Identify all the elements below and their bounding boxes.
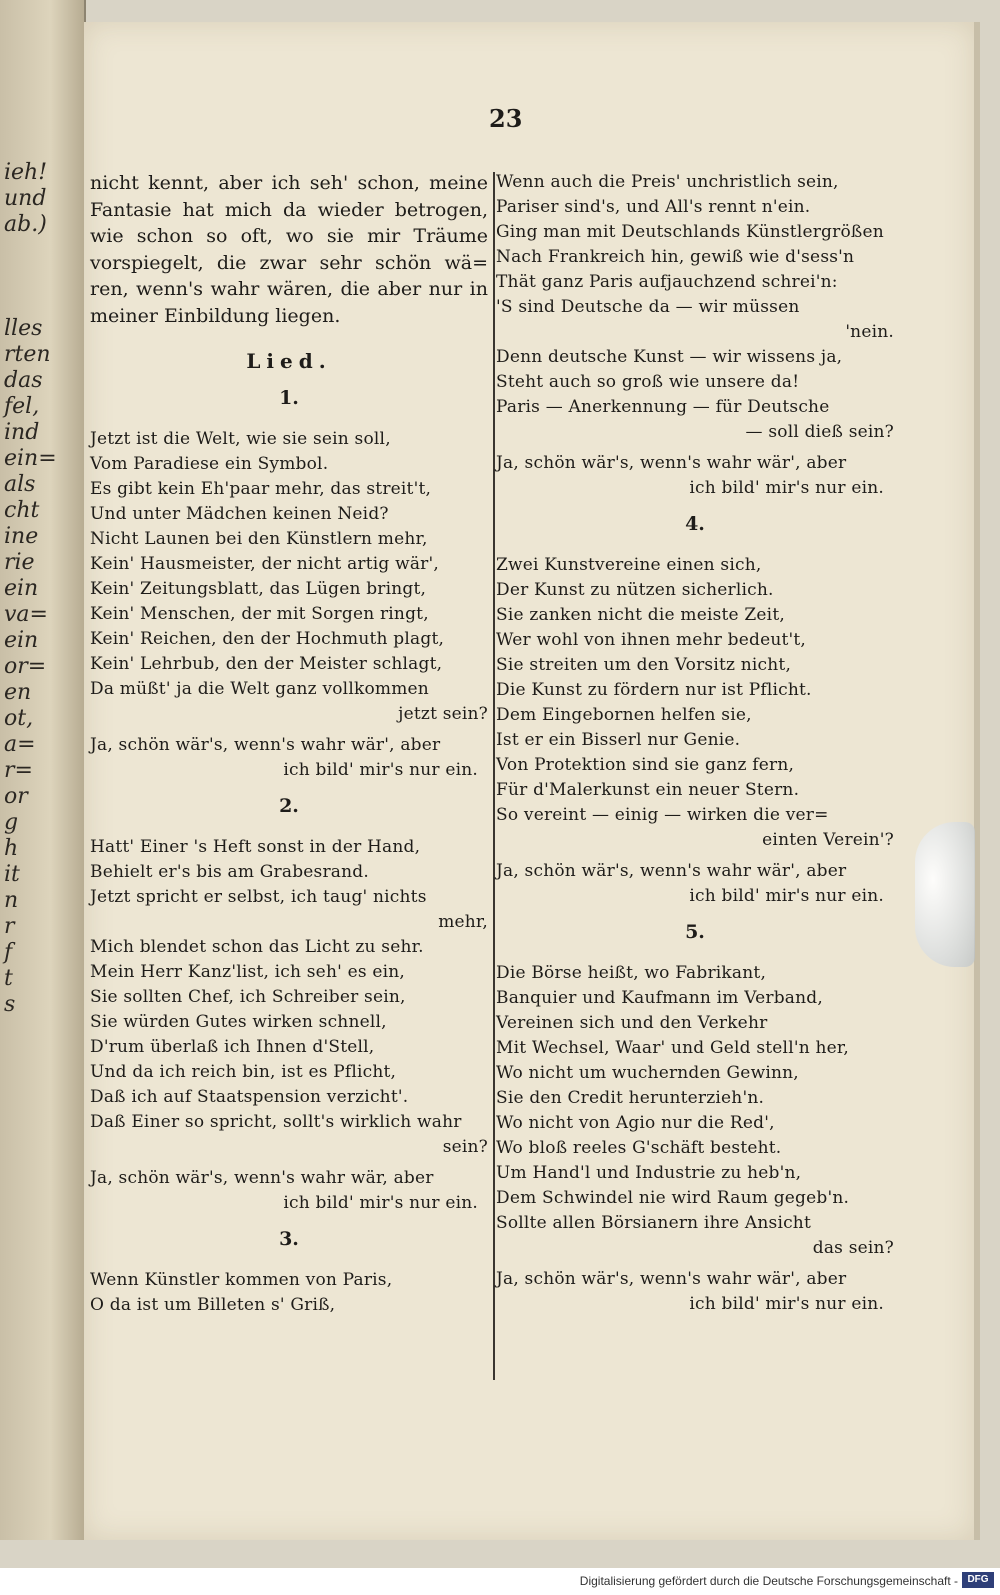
edge-text-fragment: cht bbox=[4, 498, 40, 523]
verse-line: Wenn auch die Preis' unchristlich sein, bbox=[496, 172, 839, 192]
verse-line: Wer wohl von ihnen mehr bedeut't, bbox=[496, 630, 807, 650]
edge-text-fragment: va= bbox=[4, 602, 48, 627]
stanza bbox=[496, 170, 894, 445]
right-column bbox=[496, 170, 894, 1317]
verse-line: Nach Frankreich hin, gewiß wie d'sess'n bbox=[496, 247, 855, 267]
verse-line: Daß Einer so spricht, sollt's wirklich wahr bbox=[90, 1112, 462, 1132]
edge-text-fragment: s bbox=[4, 992, 16, 1017]
verse-line: O da ist um Billeten s' Griß, bbox=[90, 1295, 336, 1315]
edge-text-fragment: it bbox=[4, 862, 20, 887]
verse-line: 'nein. bbox=[845, 322, 894, 342]
refrain-line: Ja, schön wär's, wenn's wahr wär', aber bbox=[496, 453, 847, 473]
left-column bbox=[90, 170, 488, 1318]
refrain bbox=[90, 1166, 488, 1216]
verse-line: Mit Wechsel, Waar' und Geld stell'n her, bbox=[496, 1038, 849, 1058]
verse-line: Die Börse heißt, wo Fabrikant, bbox=[496, 963, 767, 983]
edge-text-fragment: a= bbox=[4, 732, 36, 757]
edge-text-fragment: or= bbox=[4, 654, 47, 679]
edge-text-fragment: und bbox=[4, 186, 47, 211]
verse-line: Steht auch so groß wie unsere da! bbox=[496, 372, 800, 392]
funding-credit: Digitalisierung gefördert durch die Deutsche Forschungsgemeinschaft - bbox=[579, 1574, 958, 1588]
verse-line: D'rum überlaß ich Ihnen d'Stell, bbox=[90, 1037, 375, 1057]
verse-line: So vereint — einig — wirken die ver= bbox=[496, 805, 829, 825]
edge-text-fragment: das bbox=[4, 368, 43, 393]
verse-line: Sollte allen Börsianern ihre Ansicht bbox=[496, 1213, 811, 1233]
edge-text-fragment: r= bbox=[4, 758, 33, 783]
verse-line: Da müßt' ja die Welt ganz vollkommen bbox=[90, 679, 429, 699]
verse-line: Dem Eingebornen helfen sie, bbox=[496, 705, 752, 725]
refrain-line: ich bild' mir's nur ein. bbox=[689, 1294, 884, 1314]
page-number: 23 bbox=[489, 104, 523, 133]
edge-text-fragment: ieh! bbox=[4, 160, 48, 185]
verse-line: sein? bbox=[442, 1137, 488, 1157]
edge-text-fragment: ot, bbox=[4, 706, 34, 731]
edge-text-fragment: ind bbox=[4, 420, 40, 445]
edge-text-fragment: rie bbox=[4, 550, 35, 575]
verse-line: Pariser sind's, und All's rennt n'ein. bbox=[496, 197, 811, 217]
stanza bbox=[90, 427, 488, 727]
verse-line: Und da ich reich bin, ist es Pflicht, bbox=[90, 1062, 397, 1082]
edge-text-fragment: als bbox=[4, 472, 36, 497]
stanza-number: 3. bbox=[279, 1228, 299, 1250]
edge-text-fragment: or bbox=[4, 784, 28, 809]
book-page bbox=[84, 22, 980, 1540]
verse-line: einten Verein'? bbox=[762, 830, 894, 850]
refrain bbox=[496, 451, 894, 501]
verse-line: Behielt er's bis am Grabesrand. bbox=[90, 862, 369, 882]
edge-text-fragment: r bbox=[4, 914, 15, 939]
verse-line: das sein? bbox=[812, 1238, 894, 1258]
verse-line: Sie zanken nicht die meiste Zeit, bbox=[496, 605, 785, 625]
verse-line: Und unter Mädchen keinen Neid? bbox=[90, 504, 389, 524]
edge-text-fragment: fel, bbox=[4, 394, 40, 419]
verse-line: Vom Paradiese ein Symbol. bbox=[90, 454, 329, 474]
stanza bbox=[90, 1268, 488, 1318]
verse-line: Denn deutsche Kunst — wir wissens ja, bbox=[496, 347, 843, 367]
adjacent-page-edge bbox=[0, 0, 86, 1540]
refrain-line: Ja, schön wär's, wenn's wahr wär, aber bbox=[90, 1168, 434, 1188]
verse-line: Wo nicht von Agio nur die Red', bbox=[496, 1113, 775, 1133]
edge-text-fragment: en bbox=[4, 680, 32, 705]
edge-text-fragment: ein= bbox=[4, 446, 57, 471]
verse-line: Wo bloß reeles G'schäft besteht. bbox=[496, 1138, 782, 1158]
refrain-line: Ja, schön wär's, wenn's wahr wär', aber bbox=[90, 735, 441, 755]
refrain bbox=[496, 859, 894, 909]
verse-line: Zwei Kunstvereine einen sich, bbox=[496, 555, 762, 575]
verse-line: Jetzt spricht er selbst, ich taug' nichts bbox=[90, 887, 427, 907]
verse-line: Kein' Menschen, der mit Sorgen ringt, bbox=[90, 604, 429, 624]
verse-line: Kein' Hausmeister, der nicht artig wär', bbox=[90, 554, 439, 574]
stanza bbox=[496, 961, 894, 1261]
verse-line: Jetzt ist die Welt, wie sie sein soll, bbox=[90, 429, 391, 449]
dfg-logo: DFG bbox=[962, 1572, 994, 1588]
glass-weight bbox=[915, 822, 975, 967]
stanza bbox=[496, 553, 894, 853]
verse-line: — soll dieß sein? bbox=[745, 422, 894, 442]
edge-text-fragment: ab.) bbox=[4, 212, 47, 237]
verse-line: Nicht Launen bei den Künstlern mehr, bbox=[90, 529, 428, 549]
verse-line: Kein' Lehrbub, den der Meister schlagt, bbox=[90, 654, 443, 674]
edge-text-fragment: n bbox=[4, 888, 19, 913]
column-divider bbox=[493, 172, 495, 1380]
edge-text-fragment: h bbox=[4, 836, 19, 861]
edge-text-fragment: t bbox=[4, 966, 13, 991]
verse-line: Thät ganz Paris aufjauchzend schrei'n: bbox=[496, 272, 838, 292]
refrain-line: ich bild' mir's nur ein. bbox=[689, 478, 884, 498]
stanza bbox=[90, 835, 488, 1160]
verse-line: Mein Herr Kanz'list, ich seh' es ein, bbox=[90, 962, 406, 982]
edge-text-fragment: f bbox=[4, 940, 13, 965]
verse-line: Banquier und Kaufmann im Verband, bbox=[496, 988, 823, 1008]
refrain bbox=[90, 733, 488, 783]
verse-line: Ging man mit Deutschlands Künstlergrößen bbox=[496, 222, 884, 242]
stanza-number: 2. bbox=[279, 795, 299, 817]
verse-line: jetzt sein? bbox=[398, 704, 488, 724]
verse-line: Ist er ein Bisserl nur Genie. bbox=[496, 730, 741, 750]
verse-line: Sie sollten Chef, ich Schreiber sein, bbox=[90, 987, 406, 1007]
edge-text-fragment: ine bbox=[4, 524, 39, 549]
verse-line: Sie würden Gutes wirken schnell, bbox=[90, 1012, 387, 1032]
verse-line: Wenn Künstler kommen von Paris, bbox=[90, 1270, 393, 1290]
verse-line: Die Kunst zu fördern nur ist Pflicht. bbox=[496, 680, 812, 700]
refrain-line: ich bild' mir's nur ein. bbox=[283, 1193, 478, 1213]
verse-line: Mich blendet schon das Licht zu sehr. bbox=[90, 937, 424, 957]
song-title: Lied. bbox=[246, 349, 332, 373]
stanza-number: 1. bbox=[279, 387, 299, 409]
verse-line: Dem Schwindel nie wird Raum gegeb'n. bbox=[496, 1188, 850, 1208]
refrain-line: ich bild' mir's nur ein. bbox=[283, 760, 478, 780]
stanza-number: 4. bbox=[685, 513, 705, 535]
refrain-line: Ja, schön wär's, wenn's wahr wär', aber bbox=[496, 861, 847, 881]
prose-paragraph: nicht kennt, aber ich seh' schon, meine Fantasie hat mich da wieder betrogen, wie schon so oft, wo sie mir Träume vorspiegelt, die zwar sehr schön wä= ren, wenn's wahr wären, die aber nur in meiner Einbildung liegen. bbox=[90, 172, 488, 327]
verse-line: Der Kunst zu nützen sicherlich. bbox=[496, 580, 774, 600]
verse-line: Es gibt kein Eh'paar mehr, das streit't, bbox=[90, 479, 432, 499]
verse-line: mehr, bbox=[438, 912, 488, 932]
verse-line: Für d'Malerkunst ein neuer Stern. bbox=[496, 780, 800, 800]
verse-line: Sie den Credit herunterzieh'n. bbox=[496, 1088, 765, 1108]
edge-text-fragment: g bbox=[4, 810, 19, 835]
edge-text-fragment: rten bbox=[4, 342, 51, 367]
verse-line: Hatt' Einer 's Heft sonst in der Hand, bbox=[90, 837, 421, 857]
edge-text-fragment: ein bbox=[4, 628, 39, 653]
verse-line: Kein' Zeitungsblatt, das Lügen bringt, bbox=[90, 579, 427, 599]
verse-line: 'S sind Deutsche da — wir müssen bbox=[496, 297, 800, 317]
verse-line: Um Hand'l und Industrie zu heb'n, bbox=[496, 1163, 802, 1183]
verse-line: Sie streiten um den Vorsitz nicht, bbox=[496, 655, 792, 675]
digitization-footer bbox=[0, 1568, 1000, 1595]
edge-text-fragment: lles bbox=[4, 316, 43, 341]
refrain-line: ich bild' mir's nur ein. bbox=[689, 886, 884, 906]
refrain bbox=[496, 1267, 894, 1317]
verse-line: Paris — Anerkennung — für Deutsche bbox=[496, 397, 830, 417]
verse-line: Wo nicht um wuchernden Gewinn, bbox=[496, 1063, 799, 1083]
verse-line: Kein' Reichen, den der Hochmuth plagt, bbox=[90, 629, 445, 649]
verse-line: Daß ich auf Staatspension verzicht'. bbox=[90, 1087, 409, 1107]
stanza-number: 5. bbox=[685, 921, 705, 943]
refrain-line: Ja, schön wär's, wenn's wahr wär', aber bbox=[496, 1269, 847, 1289]
edge-text-fragment: ein bbox=[4, 576, 39, 601]
verse-line: Von Protektion sind sie ganz fern, bbox=[496, 755, 795, 775]
verse-line: Vereinen sich und den Verkehr bbox=[496, 1013, 768, 1033]
